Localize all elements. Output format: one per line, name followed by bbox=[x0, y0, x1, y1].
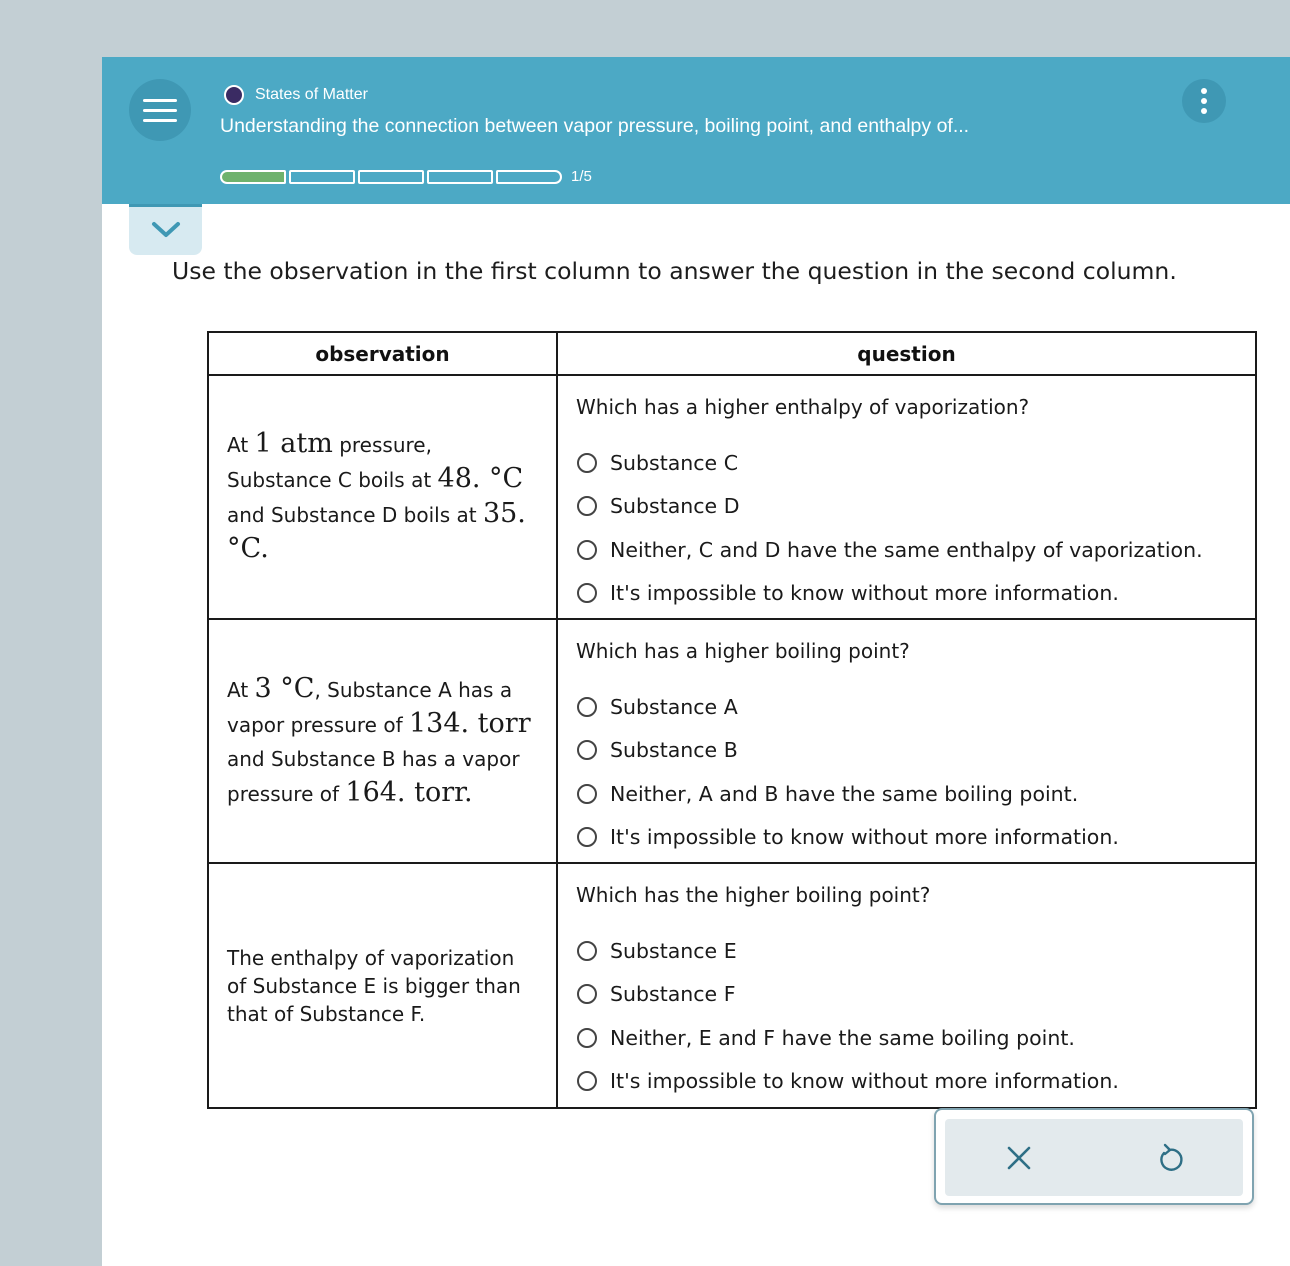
option-label: Neither, A and B have the same boiling point. bbox=[610, 781, 1079, 806]
answer-option[interactable] bbox=[576, 441, 1237, 485]
observation-text: and Substance B has a vapor pressure of bbox=[227, 746, 520, 806]
question-text: Which has a higher boiling point? bbox=[576, 639, 910, 663]
observation-text: The enthalpy of vaporization of Substance E is bigger than that of Substance F. bbox=[227, 945, 521, 1026]
radio-button[interactable] bbox=[577, 740, 597, 760]
progress-segment bbox=[289, 170, 355, 184]
instruction-text: Use the observation in the first column to answer the question in the second column. bbox=[172, 257, 1177, 285]
answer-option[interactable] bbox=[576, 572, 1237, 616]
action-panel bbox=[934, 1108, 1254, 1205]
question-cell bbox=[557, 863, 1256, 1108]
answer-option[interactable] bbox=[576, 1060, 1237, 1104]
option-label: Substance E bbox=[610, 938, 737, 963]
topic-label: States of Matter bbox=[255, 86, 368, 103]
question-table bbox=[207, 331, 1257, 1109]
option-label: It's impossible to know without more information. bbox=[610, 825, 1119, 850]
observation-text: At bbox=[227, 433, 255, 457]
observation-text: At bbox=[227, 677, 255, 702]
more-vertical-icon bbox=[1201, 88, 1207, 94]
table-row bbox=[208, 863, 1256, 1108]
observation-text: and Substance D boils at bbox=[227, 503, 483, 527]
radio-button[interactable] bbox=[577, 496, 597, 516]
math-value: 48. °C bbox=[437, 463, 524, 494]
answer-option[interactable] bbox=[576, 685, 1237, 729]
table-header-row bbox=[208, 332, 1256, 375]
table-row bbox=[208, 619, 1256, 863]
option-label: Substance F bbox=[610, 982, 736, 1007]
radio-button[interactable] bbox=[577, 784, 597, 804]
math-value: 35. °C. bbox=[227, 498, 526, 564]
option-label: Substance A bbox=[610, 694, 738, 719]
radio-button[interactable] bbox=[577, 827, 597, 847]
menu-button[interactable] bbox=[129, 79, 191, 141]
progress-segment bbox=[427, 170, 493, 184]
progress-segment bbox=[220, 170, 286, 184]
answer-option[interactable] bbox=[576, 1016, 1237, 1060]
answer-option[interactable] bbox=[576, 772, 1237, 816]
answer-option[interactable] bbox=[576, 973, 1237, 1017]
option-label: It's impossible to know without more information. bbox=[610, 581, 1119, 606]
radio-button[interactable] bbox=[577, 540, 597, 560]
radio-button[interactable] bbox=[577, 1071, 597, 1091]
observation-header: observation bbox=[208, 332, 557, 375]
question-text: Which has a higher enthalpy of vaporization? bbox=[576, 395, 1030, 419]
option-label: Substance B bbox=[610, 738, 738, 763]
question-header: question bbox=[557, 332, 1256, 375]
answer-option[interactable] bbox=[576, 729, 1237, 773]
option-label: It's impossible to know without more information. bbox=[610, 1069, 1119, 1094]
radio-button[interactable] bbox=[577, 984, 597, 1004]
table-row bbox=[208, 375, 1256, 619]
observation-cell bbox=[208, 863, 557, 1108]
undo-icon[interactable] bbox=[1153, 1142, 1185, 1174]
option-label: Substance C bbox=[610, 450, 739, 475]
radio-button[interactable] bbox=[577, 453, 597, 473]
page bbox=[102, 57, 1290, 1266]
math-value: 164. torr. bbox=[345, 776, 473, 808]
observation-text: pressure, Substance C boils at bbox=[227, 433, 438, 492]
radio-button[interactable] bbox=[577, 697, 597, 717]
question-cell bbox=[557, 619, 1256, 863]
close-icon[interactable] bbox=[1003, 1142, 1035, 1174]
option-label: Substance D bbox=[610, 494, 740, 519]
radio-button[interactable] bbox=[577, 941, 597, 961]
chevron-down-icon bbox=[151, 221, 181, 239]
math-value: 3 °C bbox=[254, 672, 315, 704]
question-cell bbox=[557, 375, 1256, 619]
radio-button[interactable] bbox=[577, 583, 597, 603]
progress-count: 1/5 bbox=[571, 168, 592, 185]
collapse-toggle-button[interactable] bbox=[129, 204, 202, 255]
observation-cell bbox=[208, 619, 557, 863]
more-options-button[interactable] bbox=[1182, 79, 1226, 123]
math-value: 1 atm bbox=[254, 428, 333, 459]
option-label: Neither, E and F have the same boiling point. bbox=[610, 1025, 1075, 1050]
math-value: 134. torr bbox=[408, 707, 531, 739]
answer-option[interactable] bbox=[576, 929, 1237, 973]
answer-option[interactable] bbox=[576, 528, 1237, 572]
progress-segment bbox=[358, 170, 424, 184]
progress-segment bbox=[496, 170, 562, 184]
header-bar bbox=[102, 57, 1290, 204]
option-label: Neither, C and D have the same enthalpy of vaporization. bbox=[610, 537, 1203, 562]
lesson-title: Understanding the connection between vapor pressure, boiling point, and enthalpy of... bbox=[220, 115, 970, 137]
progress-bar bbox=[220, 168, 592, 185]
topic-status-icon bbox=[224, 85, 244, 105]
radio-button[interactable] bbox=[577, 1028, 597, 1048]
question-text: Which has the higher boiling point? bbox=[576, 883, 931, 907]
observation-cell bbox=[208, 375, 557, 619]
answer-option[interactable] bbox=[576, 816, 1237, 860]
hamburger-icon bbox=[143, 99, 177, 102]
answer-option[interactable] bbox=[576, 485, 1237, 529]
observation-text: , Substance A has a vapor pressure of bbox=[227, 677, 513, 737]
